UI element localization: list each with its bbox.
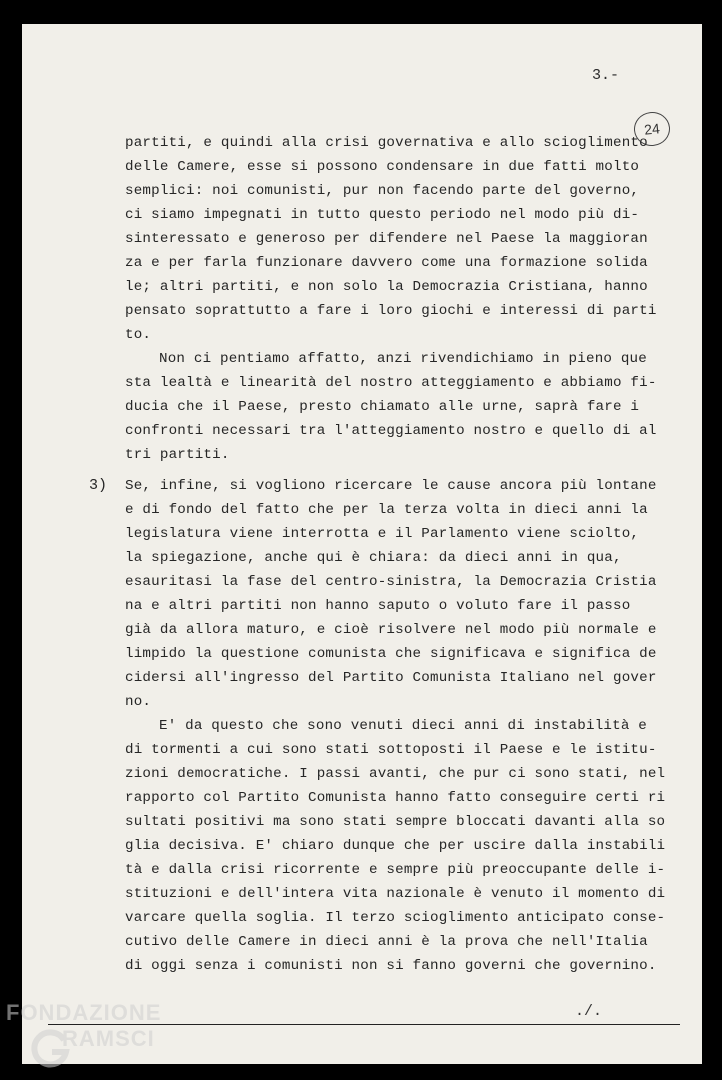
watermark-line2: RAMSCI [62,1026,155,1051]
text-line: no. [125,694,152,710]
text-line: na e altri partiti non hanno saputo o voluto fare il passo [125,598,631,614]
text-line: E' da questo che sono venuti dieci anni di instabilità e [159,718,647,734]
text-line: di tormenti a cui sono stati sottoposti il Paese e le istitu- [125,742,657,758]
text-line: za e per farla funzionare davvero come una formazione solida [125,255,648,271]
text-line: semplici: noi comunisti, pur non facendo parte del governo, [125,183,640,199]
text-line: delle Camere, esse si possono condensare in due fatti molto [125,159,640,175]
text-line: limpido la questione comunista che significava e significa de [125,646,657,662]
text-line: varcare quella soglia. Il terzo scioglimento anticipato conse- [125,910,666,926]
text-line: to. [125,327,152,343]
document-page [22,24,702,1064]
text-line: glia decisiva. E' chiaro dunque che per uscire dalla instabili [125,838,666,854]
archive-number-stamp: 24 [632,110,671,148]
text-line: partiti, e quindi alla crisi governativa e allo scioglimento [125,135,648,151]
text-line: Non ci pentiamo affatto, anzi rivendichiamo in pieno que [159,351,647,367]
text-line: la spiegazione, anche qui è chiara: da dieci anni in qua, [125,550,622,566]
text-line: stituzioni e dell'intera vita nazionale è venuto il momento di [125,886,666,902]
fondazione-gramsci-watermark [6,1000,196,1078]
text-line: sta lealtà e linearità del nostro atteggiamento e abbiamo fi- [125,375,657,391]
text-line: cutivo delle Camere in dieci anni è la prova che nell'Italia [125,934,648,950]
page-number: 3.- [592,67,620,84]
text-line: sinteressato e generoso per difendere nel Paese la maggioran [125,231,648,247]
text-line: Se, infine, si vogliono ricercare le cause ancora più lontane [125,478,657,494]
text-line: ducia che il Paese, presto chiamato alle urne, saprà fare i [125,399,640,415]
text-line: già da allora maturo, e cioè risolvere nel modo più normale e [125,622,657,638]
text-line: le; altri partiti, e non solo la Democrazia Cristiana, hanno [125,279,648,295]
text-line: legislatura viene interrotta e il Parlamento viene sciolto, [125,526,640,542]
text-line: zioni democratiche. I passi avanti, che pur ci sono stati, nel [125,766,666,782]
text-line: ci siamo impegnati in tutto questo periodo nel modo più di- [125,207,640,223]
text-line: di oggi senza i comunisti non si fanno governi che governino. [125,958,657,974]
text-line: tri partiti. [125,447,230,463]
watermark-line1: FONDAZIONE [6,1000,162,1025]
text-line: esauritasi la fase del centro-sinistra, la Democrazia Cristia [125,574,657,590]
text-line: cidersi all'ingresso del Partito Comunista Italiano nel gover [125,670,657,686]
text-line: tà e dalla crisi ricorrente e sempre più preoccupante delle i- [125,862,666,878]
text-line: sultati positivi ma sono stati sempre bloccati davanti alla so [125,814,666,830]
text-line: rapporto col Partito Comunista hanno fatto conseguire certi ri [125,790,666,806]
text-line: e di fondo del fatto che per la terza volta in dieci anni la [125,502,648,518]
continuation-mark: ./. [575,1003,603,1020]
text-line: confronti necessari tra l'atteggiamento nostro e quello di al [125,423,657,439]
text-line: pensato soprattutto a fare i loro giochi e interessi di parti [125,303,657,319]
paragraph-marker: 3) [89,477,108,494]
